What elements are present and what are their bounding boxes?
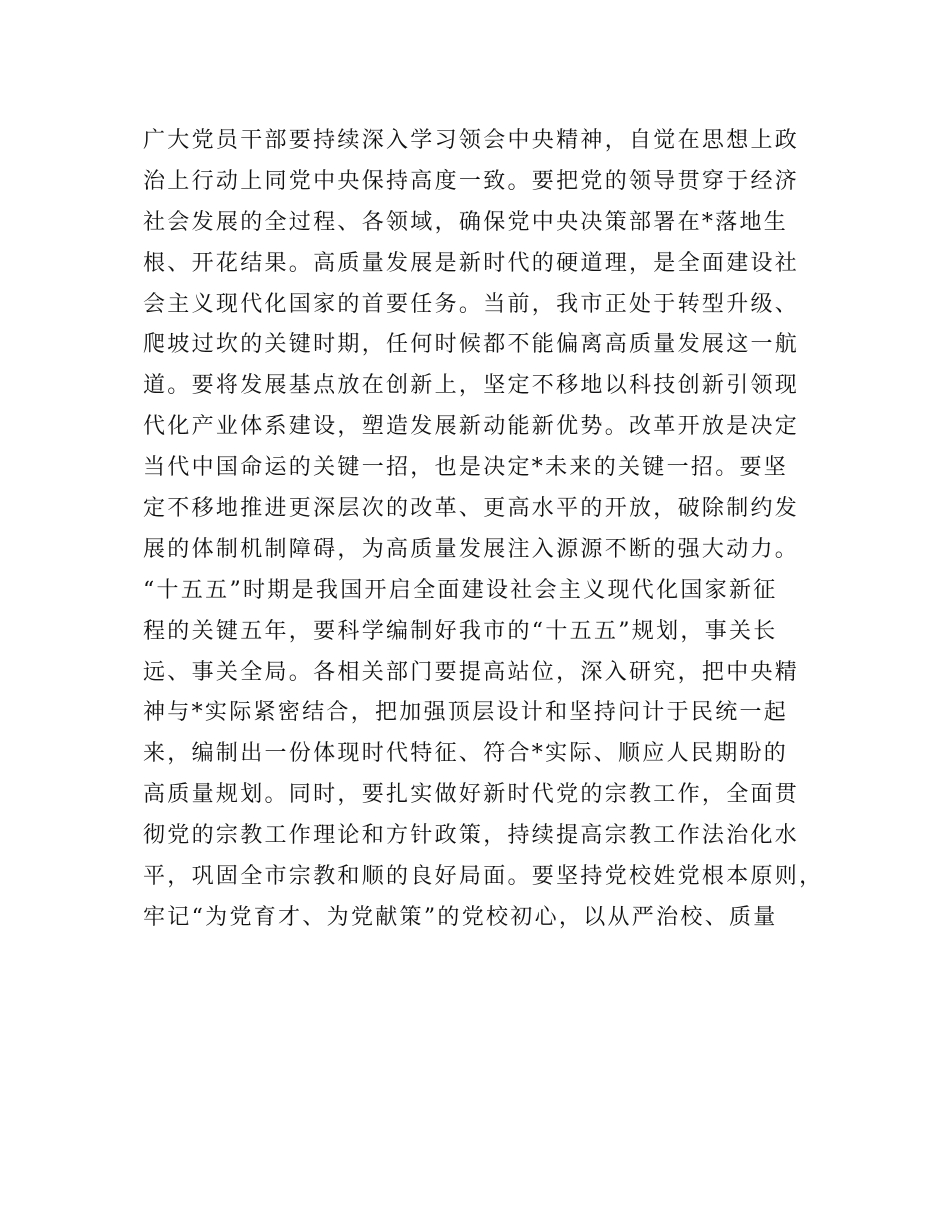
text-line-14: 远、事关全局。各相关部门要提高站位，深入研究，把中央精	[143, 659, 800, 685]
text-line-2: 治上行动上同党中央保持高度一致。要把党的领导贯穿于经济	[143, 168, 800, 194]
text-line-11: 展的体制机制障碍，为高质量发展注入源源不断的强大动力。	[143, 536, 800, 562]
text-line-6: 爬坡过坎的关键时期，任何时候都不能偏离高质量发展这一航	[143, 332, 800, 358]
text-line-17: 高质量规划。同时，要扎实做好新时代党的宗教工作，全面贯	[143, 782, 800, 808]
text-line-9: 当代中国命运的关键一招，也是决定*未来的关键一招。要坚	[143, 455, 789, 481]
text-line-19: 平，巩固全市宗教和顺的良好局面。要坚持党校姓党根本原则，	[143, 864, 824, 890]
text-line-12: “十五五”时期是我国开启全面建设社会主义现代化国家新征	[143, 577, 778, 603]
body-text	[143, 121, 843, 939]
text-line-15: 神与*实际紧密结合，把加强顶层设计和坚持问计于民统一起	[143, 700, 789, 726]
text-line-16: 来，编制出一份体现时代特征、符合*实际、顺应人民期盼的	[143, 741, 789, 767]
text-line-10: 定不移地推进更深层次的改革、更高水平的开放，破除制约发	[143, 496, 800, 522]
text-line-5: 会主义现代化国家的首要任务。当前，我市正处于转型升级、	[143, 291, 800, 317]
text-line-8: 代化产业体系建设，塑造发展新动能新优势。改革开放是决定	[143, 414, 800, 440]
text-line-4: 根、开花结果。高质量发展是新时代的硬道理，是全面建设社	[143, 250, 800, 276]
text-line-20: 牢记“为党育才、为党献策”的党校初心，以从严治校、质量	[143, 904, 778, 930]
text-line-1: 广大党员干部要持续深入学习领会中央精神，自觉在思想上政	[143, 128, 800, 153]
text-line-3: 社会发展的全过程、各领域，确保党中央决策部署在*落地生	[143, 209, 789, 235]
text-line-7: 道。要将发展基点放在创新上，坚定不移地以科技创新引领现	[143, 373, 800, 399]
text-line-18: 彻党的宗教工作理论和方针政策，持续提高宗教工作法治化水	[143, 823, 800, 849]
text-line-13: 程的关键五年，要科学编制好我市的“十五五”规划，事关长	[143, 618, 778, 644]
